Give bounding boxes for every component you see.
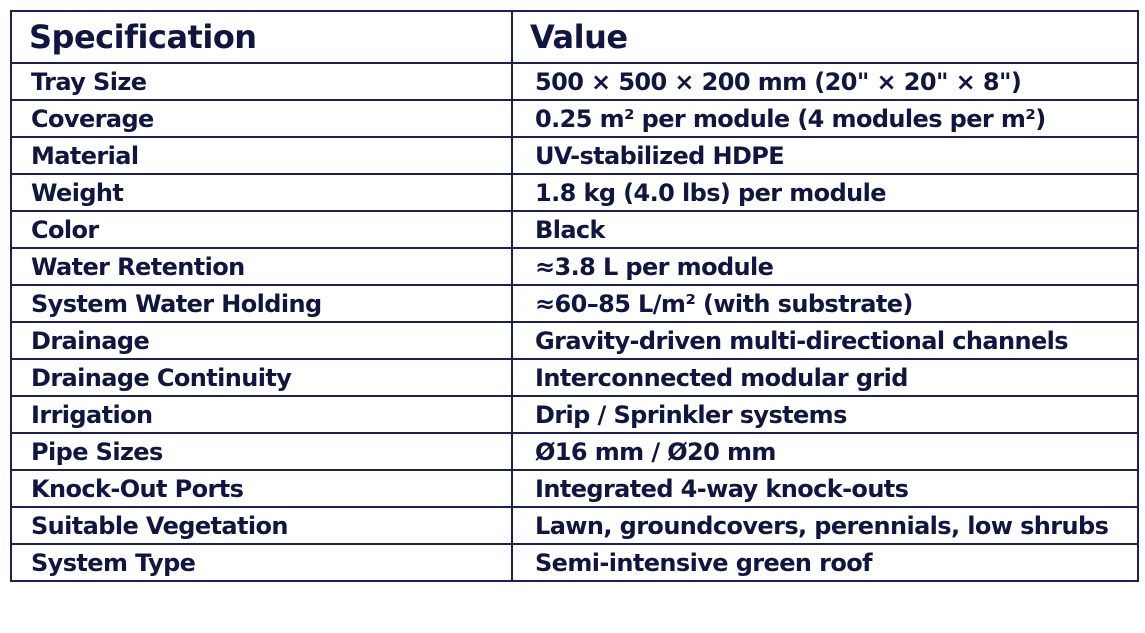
spec-name: Weight: [11, 174, 512, 211]
header-specification: Specification: [11, 11, 512, 63]
spec-name: Water Retention: [11, 248, 512, 285]
spec-value: UV-stabilized HDPE: [512, 137, 1138, 174]
table-row: [11, 322, 1138, 359]
spec-name: System Type: [11, 544, 512, 581]
header-value: Value: [512, 11, 1138, 63]
table-row: [11, 359, 1138, 396]
spec-value: Interconnected modular grid: [512, 359, 1138, 396]
spec-value: ≈3.8 L per module: [512, 248, 1138, 285]
spec-name: Irrigation: [11, 396, 512, 433]
table-row: [11, 544, 1138, 581]
spec-value: Integrated 4-way knock-outs: [512, 470, 1138, 507]
spec-name: Drainage Continuity: [11, 359, 512, 396]
spec-value: Semi-intensive green roof: [512, 544, 1138, 581]
table-row: [11, 137, 1138, 174]
spec-name: Color: [11, 211, 512, 248]
spec-name: Suitable Vegetation: [11, 507, 512, 544]
spec-name: System Water Holding: [11, 285, 512, 322]
spec-name: Coverage: [11, 100, 512, 137]
spec-value: Drip / Sprinkler systems: [512, 396, 1138, 433]
spec-name: Knock-Out Ports: [11, 470, 512, 507]
table-row: [11, 433, 1138, 470]
table-row: [11, 63, 1138, 100]
spec-value: Black: [512, 211, 1138, 248]
spec-value: 500 × 500 × 200 mm (20" × 20" × 8"): [512, 63, 1138, 100]
spec-value: Gravity-driven multi-directional channels: [512, 322, 1138, 359]
table-row: [11, 396, 1138, 433]
table-row: [11, 507, 1138, 544]
spec-value: ≈60–85 L/m² (with substrate): [512, 285, 1138, 322]
spec-value: 0.25 m² per module (4 modules per m²): [512, 100, 1138, 137]
spec-name: Tray Size: [11, 63, 512, 100]
spec-value: 1.8 kg (4.0 lbs) per module: [512, 174, 1138, 211]
spec-name: Pipe Sizes: [11, 433, 512, 470]
table-row: [11, 285, 1138, 322]
header-row: [11, 11, 1138, 63]
table-header: [11, 11, 1138, 63]
table-row: [11, 100, 1138, 137]
spec-name: Drainage: [11, 322, 512, 359]
table-row: [11, 248, 1138, 285]
table-body: [11, 63, 1138, 581]
spec-value: Ø16 mm / Ø20 mm: [512, 433, 1138, 470]
table-row: [11, 470, 1138, 507]
table-row: [11, 211, 1138, 248]
spec-value: Lawn, groundcovers, perennials, low shrubs: [512, 507, 1138, 544]
table-row: [11, 174, 1138, 211]
spec-name: Material: [11, 137, 512, 174]
specification-table: [10, 10, 1139, 582]
